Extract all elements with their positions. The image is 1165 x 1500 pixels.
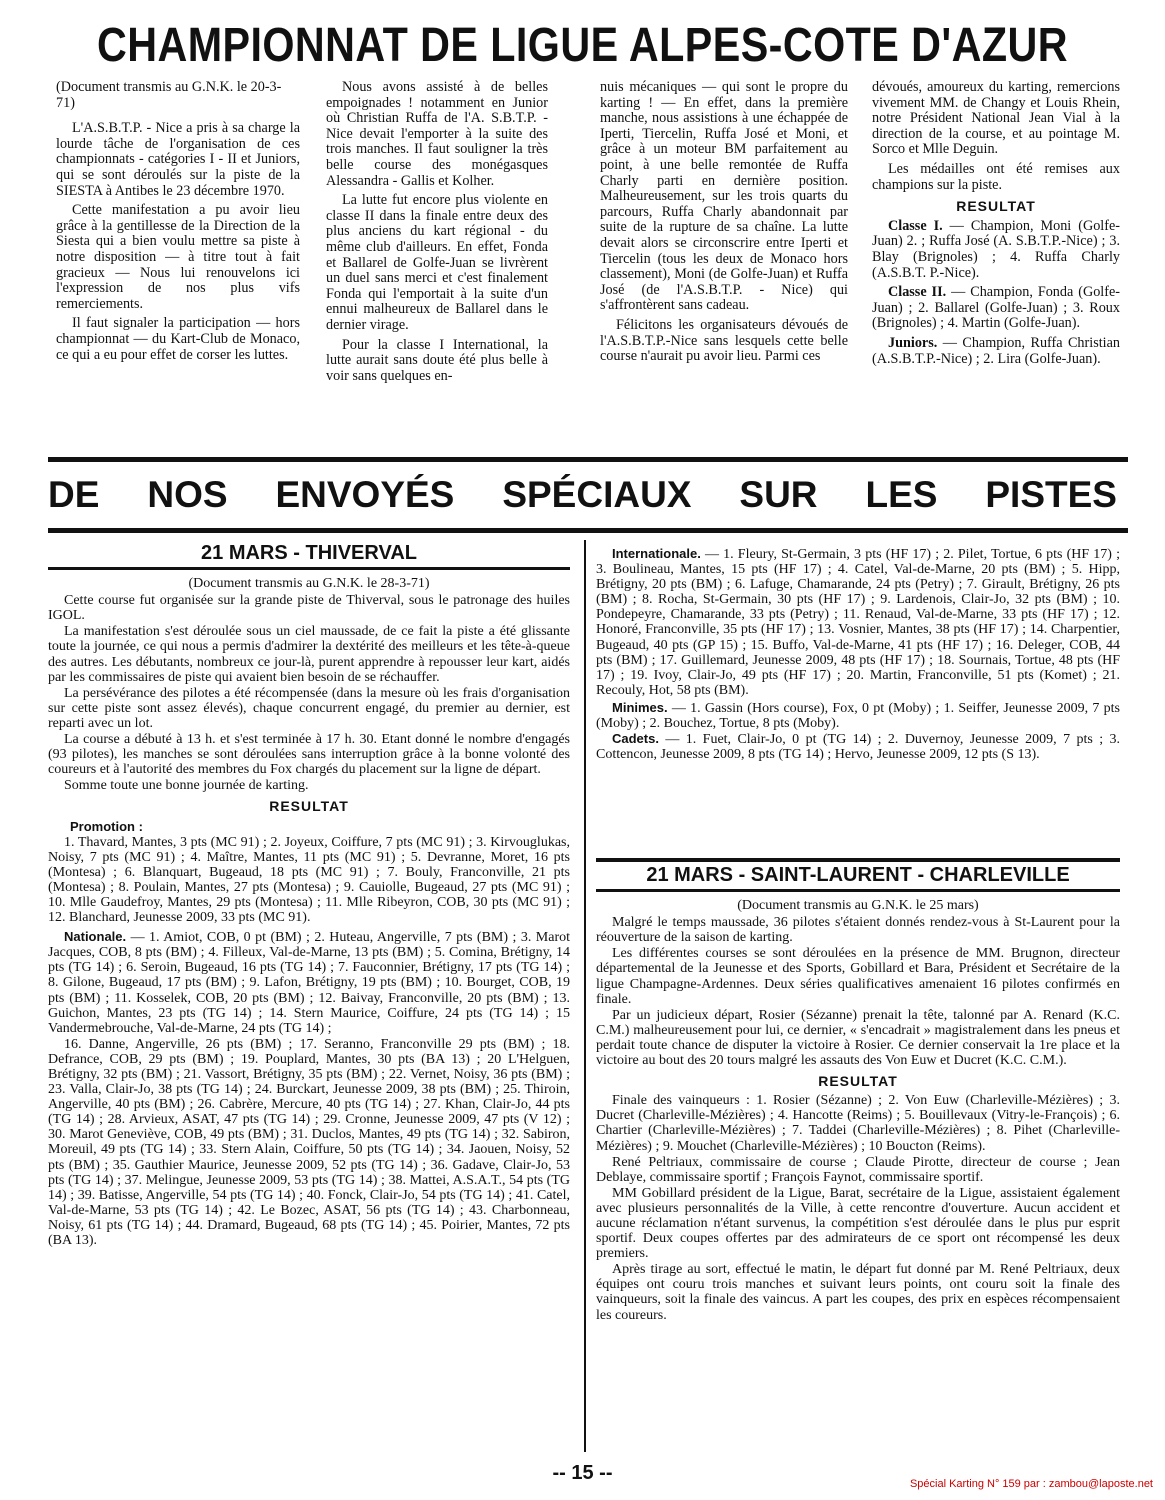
banner-word: PISTES bbox=[985, 474, 1117, 515]
paragraph: Cette course fut organisée sur la grande piste de Thiverval, sous le patronage des huiles IGOL. bbox=[48, 593, 570, 624]
top-column-4 bbox=[872, 80, 1120, 371]
result-label: Classe I. bbox=[888, 217, 943, 234]
section-divider bbox=[48, 457, 1128, 462]
banner-word: DE bbox=[48, 474, 100, 515]
paragraph: La course a débuté à 13 h. et s'est terminée à 17 h. 30. Etant donné le nombre d'engagés (93 pilotes), les manches se sont déroulées sans interruption grâce à la bonne volonté des coureurs et à l'autorité des membres du Fox chargés du placement sur la ligne de départ. bbox=[48, 732, 570, 778]
column-divider bbox=[584, 540, 586, 1452]
result-heading: RESULTAT bbox=[269, 798, 349, 815]
result-heading: RESULTAT bbox=[956, 198, 1036, 215]
result-line bbox=[872, 336, 1120, 367]
banner-word: ENVOYÉS bbox=[275, 474, 455, 515]
result-text: — Champion, Moni (Golfe-Juan) 2. ; Ruffa José (A. S.B.T.P.-Nice) ; 3. Blay (Brignoles) ; 4. Ruffa Charly (A.S.B.T. P.-Nice). bbox=[872, 217, 1120, 281]
result-heading: RESULTAT bbox=[818, 1073, 898, 1090]
paragraph: Nous avons assisté à de belles empoignades ! notamment en Junior où Christian Ruffa de l'A. S.B.T.P. - Nice devait l'emporter à la suite des trois manches. Il faut souligner la très belle course des monégasques Alessandra - Gallis et Kolher. bbox=[326, 79, 548, 189]
section-divider bbox=[48, 528, 1128, 533]
charleville-article bbox=[596, 864, 1120, 1324]
banner-word: SUR bbox=[739, 474, 818, 515]
page-number: -- 15 -- bbox=[552, 1462, 613, 1484]
result-text: — 1. Gassin (Hors course), Fox, 0 pt (Moby) ; 1. Seiffer, Jeunesse 2009, 7 pts (Moby) ; 2. Bouchez, Tortue, 8 pts (Moby). bbox=[596, 700, 1120, 732]
thiverval-article bbox=[48, 540, 570, 1252]
result-line bbox=[872, 219, 1120, 281]
category-label: Nationale. bbox=[64, 929, 127, 945]
title-underline bbox=[48, 567, 570, 570]
article-title: 21 MARS - THIVERVAL bbox=[201, 542, 417, 564]
paragraph: Après tirage au sort, effectué le matin, le départ fut donné par M. René Peltriaux, deux équipes ont couru trois manches et suivant leurs points, ont couru soit la finale des vainqueurs, soit la finale des vaincus. A part les coupes, des prix en espèces récompensaient les coureurs. bbox=[596, 1262, 1120, 1323]
paragraph: nuis mécaniques — qui sont le propre du karting ! — En effet, dans la première manche, nous assistions à une échappée de Iperti, Tiercelin, Ruffa José et Moni, et grâce à un moteur BM parfaitement au point, à une belle remontée de Ruffa Charly parti en dernière position. Malheureusement, sur les trois quarts du parcours, Ruffa Charly abandonnait par suite de la rupture de sa chaîne. La lutte devait alors se circonscrire entre Iperti et Tiercelin (tous les deux de Monaco hors classement), Moni (de Golfe-Juan) et Ruffa José (de l'A.S.B.T.P. - Nice) qui s'affrontèrent sans cadeau. bbox=[600, 79, 848, 314]
section-divider bbox=[596, 858, 1120, 862]
paragraph: Somme toute une bonne journée de karting. bbox=[64, 778, 309, 794]
result-text: — 1. Fleury, St-Germain, 3 pts (HF 17) ; 2. Pilet, Tortue, 6 pts (HF 17) ; 3. Boulineau, Mantes, 15 pts (HF 17) ; 4. Catel, Val-de-Marne, 20 pts (BM) ; 5. Hipp, Brétigny, 20 pts (BM) ; 6. Lafuge, Chamarande, 24 pts (Petry) ; 7. Girault, Brétigny, 26 pts (BM) ; 8. Rocha, St-Germain, 30 pts (HF 17) ; 9. Lardenois, Clair-Jo, 32 pts (BM) ; 10. Pondepeyre, Chamarande, 33 pts (Petry) ; 11. Renaud, Val-de-Marne, 33 pts (HF 17) ; 12. Honoré, Franconville, 35 pts (HF 17) ; 13. Vosnier, Mantes, 38 pts (HF 17) ; 14. Charpentier, Bugeaud, 40 pts (GP 15) ; 15. Buffo, Val-de-Marne, 41 pts (HF 17) ; 16. Deleger, COB, 44 pts (BM) ; 17. Guillemard, Jeunesse 2009, 48 pts (HF 17) ; 18. Sournais, Tortue, 48 pts (HF 17) ; 19. Ivoy, Clair-Jo, 49 pts (HF 17) ; 20. Martin, Franconville, 51 pts (Komet) ; 21. Recouly, Hot, 58 pts (BM). bbox=[596, 547, 1120, 698]
results-promotion: 1. Thavard, Mantes, 3 pts (MC 91) ; 2. Joyeux, Coiffure, 7 pts (MC 91) ; 3. Kirvouglukas, Noisy, 7 pts (MC 91) ; 4. Maître, Mantes, 11 pts (MC 91) ; 5. Devranne, Moret, 16 pts (Montesa) ; 6. Blanquart, Bugeaud, 18 pts (MC 91) ; 7. Bouly, Franconville, 21 pts (Montesa) ; 8. Poulain, Mantes, 27 pts (Montesa) ; 9. Cauiolle, Bugeaud, 27 pts (MC 91) ; 10. Mlle Gaudefroy, Mantes, 29 pts (Montesa) ; 11. Mlle Ribeyron, COB, 30 pts (MC 91) ; 12. Blanchard, Jeunesse 2009, 33 pts (MC 91). bbox=[48, 834, 570, 926]
category-label: Promotion : bbox=[70, 818, 143, 834]
paragraph: Par un judicieux départ, Rosier (Sézanne) prenait la tête, talonné par A. Renard (K.C. C.M.) malheureusement pour lui, ce dernier, « s'encadrait » magistralement dans les pneus et perdait toute chance de disputer la victoire à Rosier. Ce dernier conservait la 1re place et la victoire au bout des 20 tours malgré les assauts des Von Euw et Ducret (K.C. C.M.). bbox=[596, 1007, 1120, 1069]
paragraph: La persévérance des pilotes a été récompensée (dans la mesure où les frais d'organisation sur cette piste sont assez élevés), chaque concurrent engagé, du premier au dernier, est reparti avec un lot. bbox=[48, 685, 570, 731]
paragraph: Finale des vainqueurs : 1. Rosier (Sézanne) ; 2. Von Euw (Charleville-Mézières) ; 3. Ducret (Charleville-Mézières) ; 4. Hancotte (Reims) ; 5. Bouillevaux (Vitry-le-François) ; 6. Chartier (Charleville-Mézières) ; 7. Taddei (Charleville-Mézières) ; 8. Pihet (Charleville-Mézières) ; 9. Mouchet (Charleville-Mézières) ; 10 Boucton (Reims). bbox=[596, 1093, 1120, 1154]
document-note: (Document transmis au G.N.K. le 25 mars) bbox=[737, 898, 979, 914]
top-column-2 bbox=[326, 80, 548, 388]
results-minimes bbox=[596, 700, 1120, 731]
section-banner bbox=[0, 470, 1165, 520]
result-text: — 1. Fuet, Clair-Jo, 0 pt (TG 14) ; 2. Duvernoy, Jeunesse 2009, 7 pts ; 3. Cottencon, Jeunesse 2009, 8 pts (TG 14) ; Hervo, Jeunesse 2009, 12 pts (S 13). bbox=[596, 732, 1120, 763]
banner-word: LES bbox=[865, 474, 938, 515]
paragraph: MM Gobillard président de la Ligue, Barat, secrétaire de la Ligue, assistaient également avec plusieurs personnalités de la Ville, à cette rencontre d'ouverture. Aucun accident et aucune réclamation n'étant survenus, la compétition s'est déroulée dans le plus pur esprit sportif. Deux coupes offertes par des admirateurs de ce sport ont récompensé les deux premiers. bbox=[596, 1185, 1120, 1262]
paragraph: L'A.S.B.T.P. - Nice a pris à sa charge la lourde tâche de l'organisation de ces championnats - catégories I - II et Juniors, qui se sont déroulés sur la piste de la SIESTA à Antibes le 23 décembre 1970. bbox=[56, 120, 300, 199]
paragraph: Les médailles ont été remises aux champions sur la piste. bbox=[872, 160, 1120, 193]
banner-word: NOS bbox=[147, 474, 228, 515]
document-note: (Document transmis au G.N.K. le 28-3-71) bbox=[188, 576, 430, 592]
paragraph: Malgré le temps maussade, 36 pilotes s'étaient donnés rendez-vous à St-Laurent pour la réouverture de la saison de karting. bbox=[596, 915, 1120, 946]
results-nationale bbox=[48, 929, 570, 1036]
page-title: CHAMPIONNAT DE LIGUE ALPES-COTE D'AZUR bbox=[96, 19, 1068, 72]
category-label: Minimes. bbox=[612, 699, 668, 715]
results-internationale bbox=[596, 546, 1120, 698]
title-underline bbox=[596, 889, 1120, 892]
results-cadets bbox=[596, 731, 1120, 762]
result-label: Classe II. bbox=[888, 284, 947, 301]
top-column-1 bbox=[56, 80, 300, 367]
right-results bbox=[596, 546, 1120, 766]
paragraph: Les différentes courses se sont déroulées en la présence de MM. Brugnon, directeur départemental de la Jeunesse et des Sports, Gobillard et Bara, Président et Secrétaire de la ligue Champagne-Ardennes. Deux séries qualificatives amenaient 16 pilotes confirmés en finale. bbox=[596, 946, 1120, 1007]
result-text: — Champion, Ruffa Christian (A.S.B.T.P.-Nice) ; 2. Lira (Golfe-Juan). bbox=[872, 334, 1120, 367]
result-label: Juniors. bbox=[888, 334, 938, 351]
paragraph: La manifestation s'est déroulée sous un ciel maussade, de ce fait la piste a été glissante toute la journée, ce qui nous a permis d'admirer la dextérité des meilleurs et les tête-à-queue des autres. Les débutants, nombreux ce jour-là, purent apprendre à repousser leur kart, aidés par les commissaires de piste qui avaient bien besoin de se réchauffer. bbox=[48, 624, 570, 685]
source-credit: Spécial Karting N° 159 par : zambou@laposte.net bbox=[909, 1478, 1153, 1490]
category-label: Internationale. bbox=[612, 546, 701, 561]
paragraph: Il faut signaler la participation — hors championnat — du Kart-Club de Monaco, ce qui a eu pour effet de corser les luttes. bbox=[56, 315, 300, 363]
result-text: — Champion, Fonda (Golfe-Juan) ; 2. Ballarel (Golfe-Juan) ; 3. Roux (Brignoles) ; 4. Martin (Golfe-Juan). bbox=[872, 284, 1120, 332]
paragraph: dévoués, amoureux du karting, remercions vivement MM. de Changy et Louis Rhein, notre Président National Jean Vial à la direction de la course, et au pointage M. Sorco et Mlle Deguin. bbox=[872, 79, 1120, 158]
paragraph: René Peltriaux, commissaire de course ; Claude Pirotte, directeur de course ; Jean Deblaye, commissaire sportif ; François Faynot, commissaire sportif. bbox=[596, 1154, 1120, 1185]
category-label: Cadets. bbox=[612, 731, 659, 747]
article-title: 21 MARS - SAINT-LAURENT - CHARLEVILLE bbox=[646, 864, 1070, 886]
paragraph: Cette manifestation a pu avoir lieu grâce à la gentillesse de la Direction de la Siesta qui a bien voulu mettre sa piste à notre disposition — à titre tout à fait gracieux — Nous lui renouvelons ici l'expression de nos plus vifs remerciements. bbox=[56, 202, 300, 312]
paragraph: Félicitons les organisateurs dévoués de l'A.S.B.T.P.-Nice sans lesquels cette belle course n'aurait pu avoir lieu. Parmi ces bbox=[600, 316, 848, 365]
banner-word: SPÉCIAUX bbox=[502, 474, 692, 515]
result-text: — 1. Amiot, COB, 0 pt (BM) ; 2. Huteau, Angerville, 7 pts (BM) ; 3. Marot Jacques, COB, 8 pts (BM) ; 4. Filleux, Val-de-Marne, 13 pts (BM) ; 5. Comina, Brétigny, 14 pts (TG 14) ; 6. Seroin, Bugeaud, 16 pts (TG 14) ; 7. Fauconnier, Brétigny, 17 pts (TG 14) ; 8. Gilone, Bugeaud, 17 pts (BM) ; 9. Lafon, Brétigny, 19 pts (BM) ; 10. Bourget, COB, 19 pts (BM) ; 11. Kosselek, COB, 20 pts (BM) ; 12. Baivay, Franconville, 20 pts (BM) ; 13. Guichon, Mantes, 23 pts (TG 14) ; 14. Stern Maurice, Coiffure, 24 pts (TG 14) ; 15 Vandermebrouche, Val-de-Marne, 24 pts (TG 14) ; bbox=[48, 930, 570, 1036]
paragraph: La lutte fut encore plus violente en classe II dans la finale entre deux des plus anciens du kart régional - du même club d'ailleurs. En effet, Fonda et Ballarel de Golfe-Juan se livrèrent un duel sans merci et c'est finalement Fonda qui l'emportait à la suite d'un ennui malheureux de Ballarel dans le dernier virage. bbox=[326, 192, 548, 333]
paragraph: Pour la classe I International, la lutte aurait sans doute été plus belle à voir sans quelques en- bbox=[326, 336, 548, 384]
results-nationale-cont: 16. Danne, Angerville, 26 pts (BM) ; 17. Seranno, Franconville 29 pts (BM) ; 18. Defrance, COB, 29 pts (BM) ; 19. Pouplard, Mantes, 30 pts (BA 13) ; 20 L'Helguen, Brétigny, 32 pts (BM) ; 21. Vassort, Brétigny, 35 pts (BM) ; 22. Vernet, Noisy, 36 pts (BM) ; 23. Valla, Clair-Jo, 38 pts (TG 14) ; 24. Burckart, Jeunesse 2009, 38 pts (BM) ; 25. Thiroin, Angerville, 40 pts (BM) ; 26. Cabrère, Mercure, 40 pts (TG 14) ; 27. Khan, Clair-Jo, 44 pts (TG 14) ; 28. Arvieux, ASAT, 47 pts (TG 14) ; 29. Cronne, Jeunesse 2009, 47 pts (V 12) ; 30. Marot Geneviève, COB, 49 pts (BM) ; 31. Duclos, Mantes, 49 pts (TG 14) ; 32. Sabiron, Moreuil, 49 pts (TG 14) ; 33. Stern Alain, Coiffure, 50 pts (TG 14) ; 34. Jaouen, Noisy, 52 pts (BM) ; 35. Gauthier Maurice, Jeunesse 2009, 52 pts (TG 14) ; 36. Gadave, Clair-Jo, 53 pts (TG 14) ; 37. Melingue, Jeunesse 2009, 53 pts (TG 14) ; 38. Mattei, A.S.A.T., 54 pts (TG 14) ; 39. Batisse, Angerville, 54 pts (TG 14) ; 40. Fonck, Clair-Jo, 54 pts (TG 14) ; 41. Catel, Val-de-Marne, 53 pts (TG 14) ; 42. Le Bozec, ASAT, 56 pts (TG 14) ; 43. Charbonneau, Noisy, 61 pts (TG 14) ; 44. Dramard, Bugeaud, 68 pts (TG 14) ; 45. Poirier, Mantes, 72 pts (BA 13). bbox=[48, 1036, 570, 1249]
document-note: (Document transmis au G.N.K. le 20-3-71) bbox=[56, 79, 282, 111]
result-line bbox=[872, 285, 1120, 332]
top-column-3 bbox=[600, 80, 848, 369]
